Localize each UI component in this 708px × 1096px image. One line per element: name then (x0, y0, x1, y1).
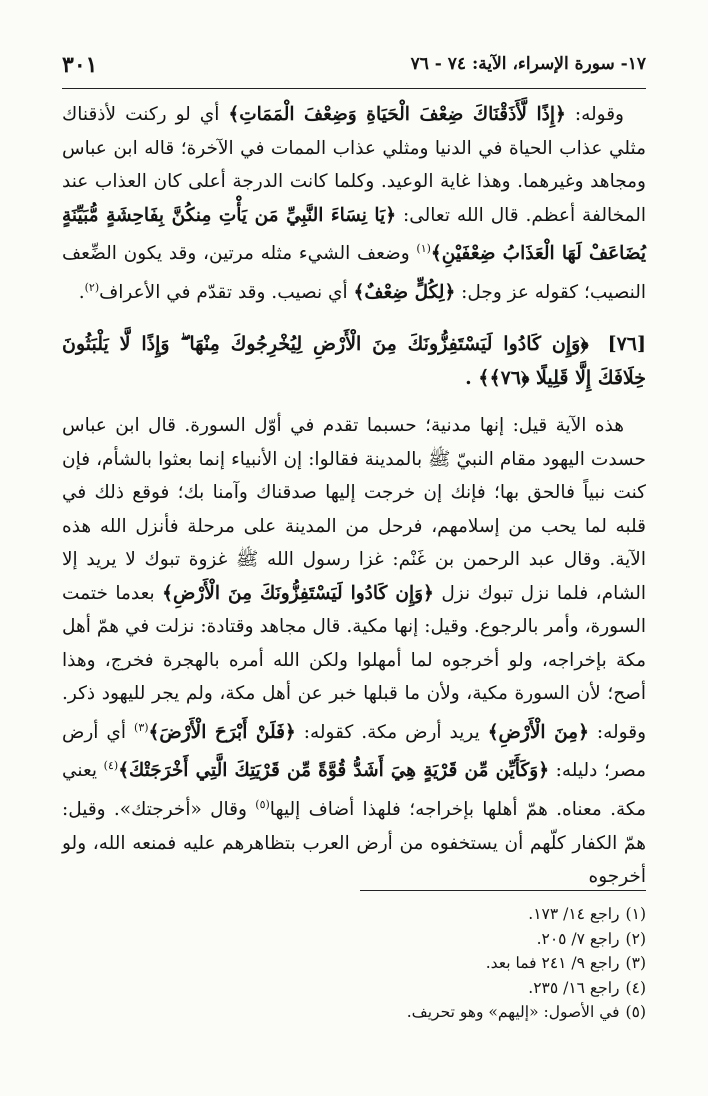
footnote-text: راجع ٧/ ٢٠٥. (536, 929, 620, 948)
footnote-number: (٢) (625, 929, 646, 948)
quran-quote: ﴿مِنَ الْأَرْضِ﴾ (487, 721, 589, 743)
text-run: بعدما ختمت السورة، وأمر بالرجوع. وقيل: إنها مكية. قال مجاهد وقتادة: نزلت في همّ أهل مكة بإخراجه، ولو أخرجوه لما أمهلوا ولكن الله أمره بالهجرة فخرج، وهذا أصح؛ لأن السورة مكية، ولأن ما قبلها خبر عن أهل مكة، ولم يجر لليهود ذكر. وقوله: (62, 582, 647, 743)
text-run: يعني مكة. معناه. همّ أهلها بإخراجه؛ فلهذا أضاف إليها (62, 760, 646, 821)
footnotes (246, 902, 646, 1025)
running-head: ١٧- سورة الإسراء، الآية: ٧٤ - ٧٦ (410, 54, 646, 74)
quran-quote: ﴿وَإِن كَادُوا لَيَسْتَفِزُّونَكَ مِنَ الْأَرْضِ﴾ (162, 582, 434, 604)
footnote-rule (360, 890, 646, 891)
text-run: وقال «أخرجتك». وقيل: همّ الكفار كلّهم أن يستخفوه من أرض العرب بتظاهرهم عليه فمنعه الله، ولو أخرجوه (62, 799, 646, 888)
quran-quote: ﴿فَلَنْ أَبْرَحَ الْأَرْضَ﴾ (148, 721, 296, 743)
text-run: أي أرض مصر؛ دليله: (62, 721, 646, 782)
ayah-text: ﴿وَإِن كَادُوا لَيَسْتَفِزُّونَكَ مِنَ الْأَرْضِ لِيُخْرِجُوكَ مِنْهَا ۖ وَإِذًا لَّا يَلْبَثُونَ خِلَافَكَ إِلَّا قَلِيلًا ﴿٧٦﴾﴾ . (62, 333, 646, 390)
text-run: وقوله: (565, 104, 624, 125)
footnote-text: راجع ٩/ ٢٤١ فما بعد. (485, 954, 620, 972)
ayah-number: [٧٦] (607, 333, 646, 356)
footnote-marker: (٣) (134, 720, 149, 734)
ayah-block (62, 327, 646, 395)
footnote-text: راجع ١٦/ ٢٣٥. (528, 978, 620, 997)
quran-quote: ﴿وَكَأَيِّن مِّن قَرْيَةٍ هِيَ أَشَدُّ قُوَّةً مِّن قَرْيَتِكَ الَّتِي أَخْرَجَتْكَ﴾ (118, 760, 550, 782)
header-rule (62, 88, 646, 89)
footnote-item (246, 976, 646, 1001)
quran-quote: ﴿لِكُلٍّ ضِعْفٌ﴾ (353, 281, 456, 303)
paragraph-2 (62, 409, 646, 893)
commentary-body (62, 98, 646, 894)
text-run: . (78, 281, 85, 303)
text-run: أي لو ركنت لأذقناك مثلي عذاب الحياة في الدنيا ومثلي عذاب الممات في الآخرة؛ قاله ابن عباس ومجاهد وغيرهما. وهذا غاية الوعيد. وكلما كانت الدرجة أعلى كان العذاب عند المخالفة أعظم. قال الله تعالى: (62, 104, 647, 226)
footnote-number: (١) (625, 905, 646, 923)
footnote-item (246, 951, 646, 976)
footnote-marker: (٥) (255, 798, 270, 812)
quran-quote: ﴿إِذًا لَّأَذَقْنَاكَ ضِعْفَ الْحَيَاةِ وَضِعْفَ الْمَمَاتِ﴾ (228, 104, 566, 125)
footnote-item (246, 902, 646, 927)
footnote-item (246, 1000, 646, 1025)
quran-quote: ﴿يَا نِسَاءَ النَّبِيِّ مَن يَأْتِ مِنكُنَّ بِفَاحِشَةٍ مُّبَيِّنَةٍ يُضَاعَفْ لَهَا الْعَذَابُ ضِعْفَيْنِ﴾ (62, 204, 647, 265)
text-run: يريد أرض مكة. كقوله: (295, 721, 488, 743)
footnote-marker: (٤) (103, 759, 119, 773)
footnote-text: راجع ١٤/ ١٧٣. (528, 905, 620, 923)
footnote-marker: (١) (416, 242, 431, 255)
footnote-number: (٣) (625, 954, 646, 972)
footnote-marker: (٢) (84, 280, 100, 294)
page-number: ٣٠١ (62, 52, 98, 78)
paragraph-1 (62, 98, 646, 309)
text-run: وضعف الشيء مثله مرتين، وقد يكون الضِّعف النصيب؛ كقوله عز وجل: (62, 243, 646, 303)
footnote-text: في الأصول: «إليهم» وهو تحريف. (406, 1003, 620, 1021)
text-run: هذه الآية قيل: إنها مدنية؛ حسبما تقدم في أوّل السورة. قال ابن عباس حسدت اليهود مقام النبيّ ﷺ بالمدينة فقالوا: إن الأنبياء إنما بعثوا بالشأم، فإن كنت نبياً فالحق بها؛ فإنك إن خرجت إليها صدقناك وآمنا بك؛ فوقع ذلك في قلبه لما يحب من إسلامهم، فرحل من المدينة على مرحلة فأنزل الله هذه الآية. وقال عبد الرحمن بن غَنْم: غزا رسول الله ﷺ غزوة تبوك لا يريد إلا الشام، فلما نزل تبوك نزل (62, 415, 646, 604)
footnote-number: (٥) (625, 1003, 646, 1021)
footnote-item (246, 927, 646, 952)
footnote-number: (٤) (625, 978, 646, 997)
page-header (62, 52, 646, 82)
text-run: أي نصيب. وقد تقدّم في الأعراف (99, 281, 354, 303)
